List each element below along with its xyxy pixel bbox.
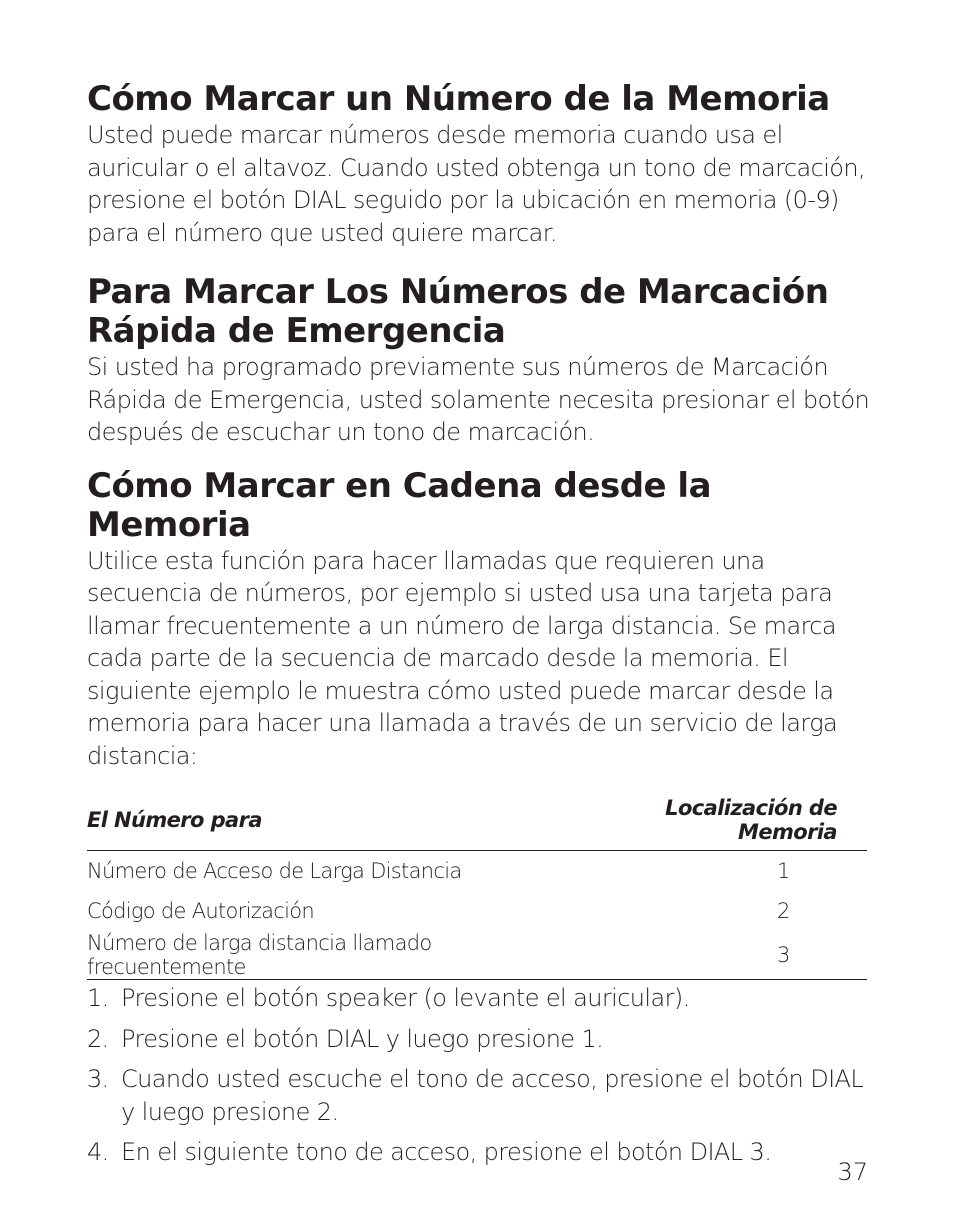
list-item xyxy=(87,982,872,1015)
section-heading: Cómo Marcar un Número de la Memoria xyxy=(87,79,830,119)
step-text: Cuando usted escuche el tono de acceso, presione el botón DIAL y luego presione 2. xyxy=(121,1065,864,1126)
section-body: Usted puede marcar números desde memoria cuando usa el auricular o el altavoz. Cuando usted obtenga un tono de marcación, presione el botón DIAL seguido por la ubicación en memoria (0-9) para el número que usted quiere marcar. xyxy=(87,121,865,247)
step-number: 1. xyxy=(87,984,109,1012)
section-dial-from-memory xyxy=(87,80,872,249)
section-heading: Para Marcar Los Números de Marcación Rápida de Emergencia xyxy=(87,272,829,351)
table-row xyxy=(87,931,867,980)
step-text: Presione el botón speaker (o levante el auricular). xyxy=(121,984,690,1012)
table-row xyxy=(87,851,867,892)
table-header-row xyxy=(87,796,867,851)
table-row xyxy=(87,891,867,931)
row-label: Número de larga distancia llamado frecuentemente xyxy=(87,931,570,980)
list-item xyxy=(87,1136,872,1169)
section-chain-dial xyxy=(87,467,872,1169)
section-heading: Cómo Marcar en Cadena desde la Memoria xyxy=(87,465,712,545)
list-item xyxy=(87,1023,872,1056)
column-header-number: El Número para xyxy=(87,796,570,851)
section-body: Si usted ha programado previamente sus números de Marcación Rápida de Emergencia, usted solamente necesita presionar el botón después de escuchar un tono de marcación. xyxy=(87,353,870,446)
page-number: 37 xyxy=(837,1158,868,1186)
step-number: 4. xyxy=(87,1138,109,1166)
manual-page xyxy=(87,80,872,1177)
memory-location-table xyxy=(87,796,867,980)
step-number: 2. xyxy=(87,1024,109,1053)
row-location: 3 xyxy=(743,931,867,980)
row-location: 2 xyxy=(777,899,790,923)
row-label: Código de Autorización xyxy=(87,899,314,923)
step-text: Presione el botón DIAL y luego presione 1. xyxy=(121,1024,604,1053)
step-number: 3. xyxy=(87,1065,109,1093)
section-body: Utilice esta función para hacer llamadas que requieren una secuencia de números, por ejemplo si usted usa una tarjeta para llamar frecuentemente a un número de larga distancia. Se marca cada parte de la secuencia de marcado desde la memoria. El siguiente ejemplo le muestra cómo usted puede marcar desde la memoria para hacer una llamada a través de un servicio de larga distancia: xyxy=(87,546,838,770)
row-label: Número de Acceso de Larga Distancia xyxy=(87,859,462,883)
section-emergency-speed-dial xyxy=(87,273,872,449)
row-location: 1 xyxy=(777,859,790,883)
list-item xyxy=(87,1063,872,1128)
step-text: En el siguiente tono de acceso, presione el botón DIAL 3. xyxy=(121,1138,772,1166)
column-header-location: Localización de Memoria xyxy=(570,796,867,851)
steps-list xyxy=(87,982,872,1169)
